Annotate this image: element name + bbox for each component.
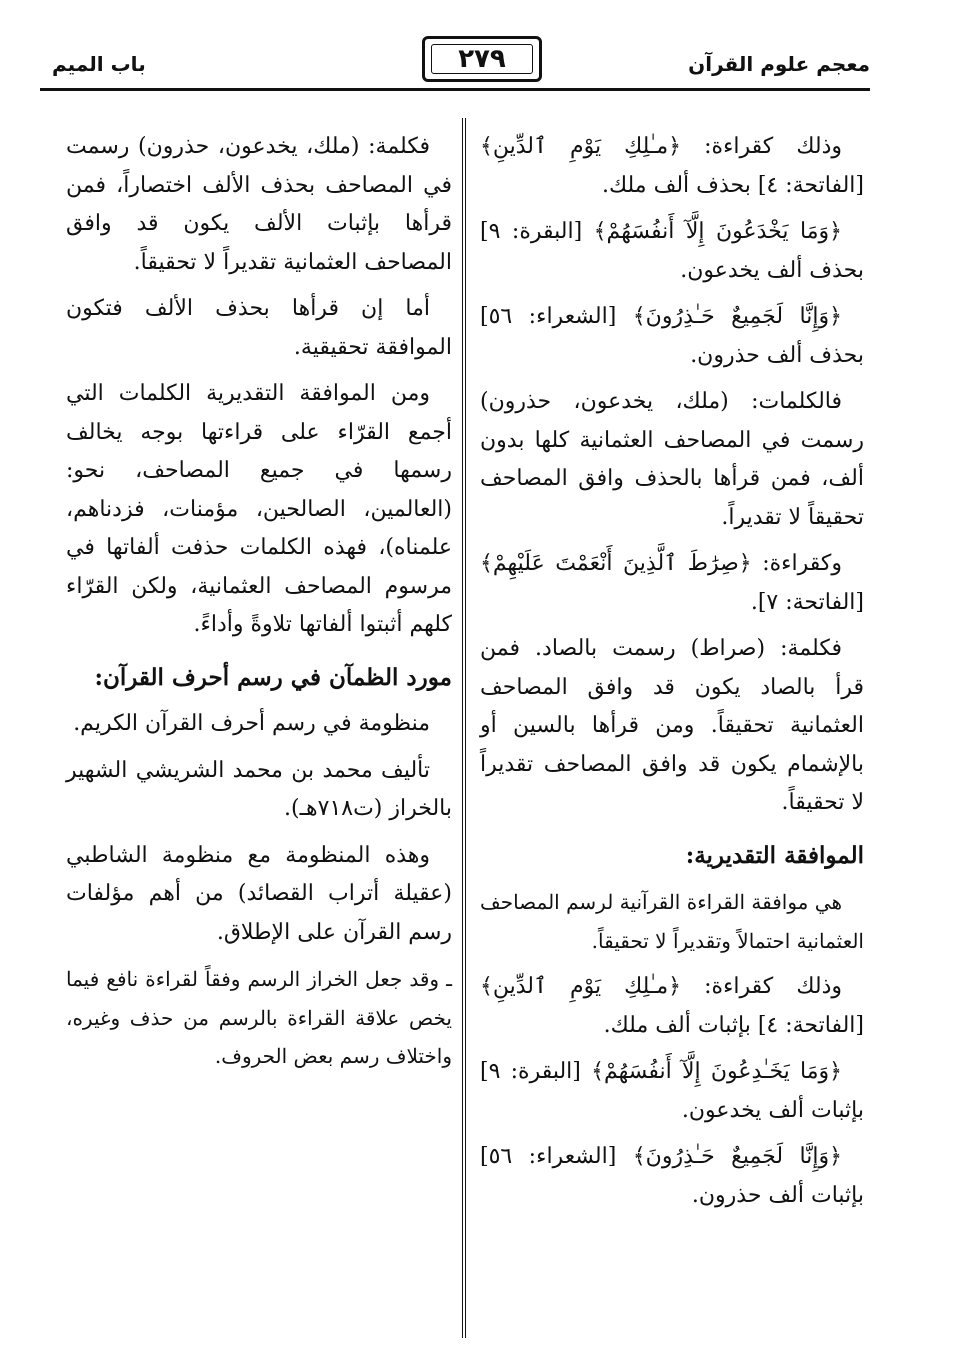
left-column	[66, 128, 452, 1084]
chapter-title: باب الميم	[52, 52, 146, 76]
paragraph: ومن الموافقة التقديرية الكلمات التي أجمع القرّاء على قراءتها بوجه يخالف رسمها في جميع المصاحف، نحو: (العالمين، الصالحين، مؤمنات، فزدناهم، علمناه)، فهذه الكلمات حذفت ألفاتها في مرسوم المصاحف العثمانية، ولكن القرّاء كلهم أثبتوا ألفاتها تلاوةً وأداءً.	[66, 381, 452, 637]
book-title: معجم علوم القرآن	[688, 52, 870, 76]
paragraph: ﴿وَمَا يَخَـٰدِعُونَ إِلَّآ أَنفُسَهُمْ﴾ [البقرة: ٩] بإثبات ألف يخدعون.	[480, 1059, 864, 1123]
paragraph: تأليف محمد بن محمد الشريشي الشهير بالخراز (ت٧١٨هـ).	[66, 757, 452, 821]
page-header	[40, 30, 870, 90]
paragraph: وهذه المنظومة مع منظومة الشاطبي (عقيلة أتراب القصائد) من أهم مؤلفات رسم القرآن على الإطلاق.	[66, 842, 452, 945]
paragraph: وذلك كقراءة: ﴿مـٰلِكِ يَوْمِ ٱلدِّينِ﴾ [الفاتحة: ٤] بحذف ألف ملك.	[480, 134, 864, 198]
paragraph: فالكلمات: (ملك، يخدعون، حذرون) رسمت في المصاحف العثمانية كلها بدون ألف، فمن قرأها بالحذف وافق المصاحف تحقيقاً لا تقديراً.	[480, 389, 864, 530]
paragraph: ﴿وَإِنَّا لَجَمِيعٌ حَـٰذِرُونَ﴾ [الشعراء: ٥٦] بإثبات ألف حذرون.	[480, 1144, 864, 1208]
paragraph: فكلمة: (ملك، يخدعون، حذرون) رسمت في المصاحف بحذف الألف اختصاراً، فمن قرأها بإثبات الألف يكون قد وافق المصاحف العثمانية تقديراً لا تحقيقاً.	[66, 134, 452, 275]
paragraph: منظومة في رسم أحرف القرآن الكريم.	[73, 711, 430, 736]
paragraph: وذلك كقراءة: ﴿مـٰلِكِ يَوْمِ ٱلدِّينِ﴾ [الفاتحة: ٤] بإثبات ألف ملك.	[480, 974, 864, 1038]
section-heading: مورد الظمآن في رسم أحرف القرآن:	[94, 663, 452, 691]
paragraph: وكقراءة: ﴿صِرَٰطَ ٱلَّذِينَ أَنْعَمْتَ عَلَيْهِمْ﴾ [الفاتحة: ٧].	[480, 551, 864, 615]
definition-paragraph: هي موافقة القراءة القرآنية لرسم المصاحف العثمانية احتمالاً وتقديراً لا تحقيقاً.	[480, 890, 864, 953]
paragraph: فكلمة: (صراط) رسمت بالصاد. فمن قرأ بالصاد يكون قد وافق المصاحف العثمانية تحقيقاً. ومن قرأها بالسين أو بالإشمام يكون قد وافق المصاحف تقديراً لا تحقيقاً.	[480, 636, 864, 815]
section-heading: الموافقة التقديرية:	[685, 841, 864, 869]
paragraph: ﴿وَإِنَّا لَجَمِيعٌ حَـٰذِرُونَ﴾ [الشعراء: ٥٦] بحذف ألف حذرون.	[480, 304, 864, 368]
header-rule	[40, 88, 870, 91]
column-divider	[462, 118, 466, 1338]
paragraph: ﴿وَمَا يَخْدَعُونَ إِلَّآ أَنفُسَهُمْ﴾ [البقرة: ٩] بحذف ألف يخدعون.	[480, 219, 864, 283]
paragraph: ـ وقد جعل الخراز الرسم وفقاً لقراءة نافع فيما يخص علاقة القراءة بالرسم من حذف وغيره، واختلاف رسم بعض الحروف.	[66, 967, 452, 1068]
page-number: ٢٧٩	[458, 44, 506, 74]
page-number-box	[422, 36, 542, 82]
paragraph: أما إن قرأها بحذف الألف فتكون الموافقة تحقيقية.	[66, 296, 452, 360]
right-column	[480, 128, 864, 1223]
